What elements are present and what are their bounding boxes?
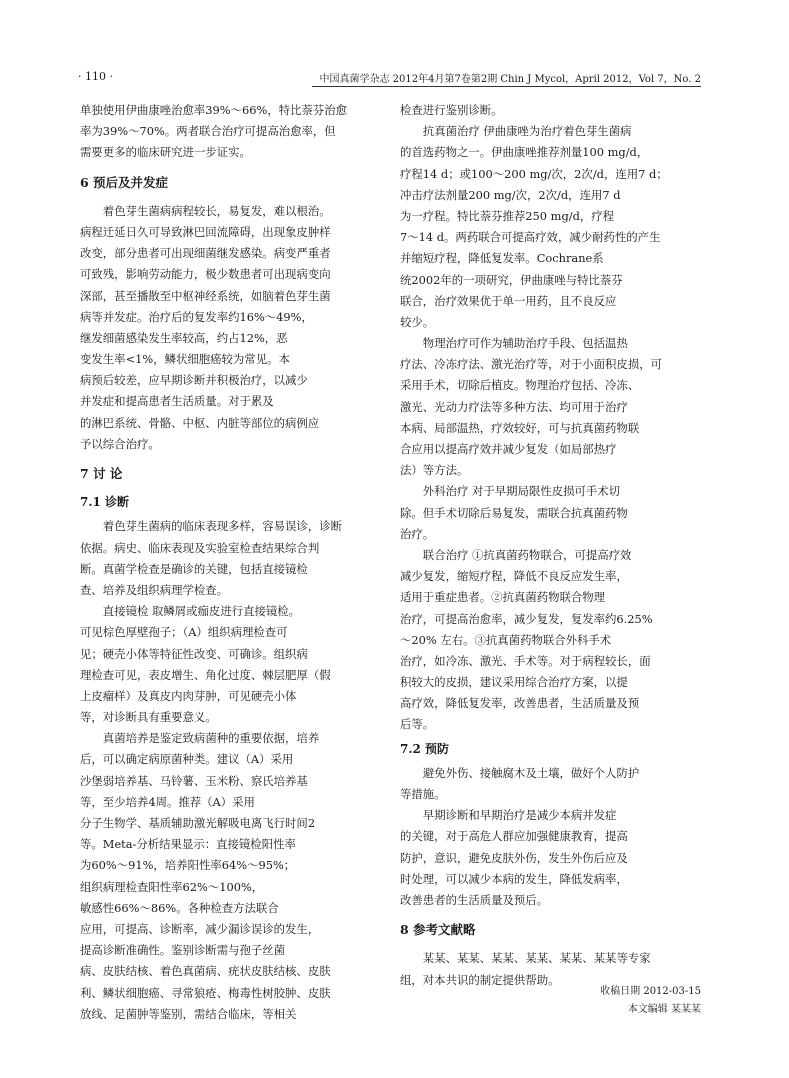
paragraph-line: 适用于重症患者。②抗真菌药物联合物理 (400, 590, 606, 605)
paragraph-line: 深部，甚至播散至中枢神经系统，如脑着色芽生菌 (80, 288, 331, 303)
paragraph-line: 后等。 (400, 717, 435, 732)
paragraph-line: 病等并发症。治疗后的复发率约16%～49%， (80, 309, 313, 324)
paragraph-line: 真菌培养是鉴定致病菌种的重要依据，培养 (102, 731, 320, 746)
paragraph-line: 激光、光动力疗法等多种方法、均可用于治疗 (400, 399, 628, 414)
paragraph-line: 沙堡弱培养基、马铃薯、玉米粉、察氏培养基 (80, 773, 308, 788)
paragraph-line: 改善患者的生活质量及预后。 (400, 892, 549, 907)
paragraph-line: 某某、某某、某某、某某、某某、某某等专家 (422, 951, 651, 966)
paragraph-line: ～20% 左右。③抗真菌药物联合外科手术 (400, 632, 612, 647)
paragraph-line: 疗程14 d；或100～200 mg/次，2次/d，连用7 d； (400, 166, 668, 181)
paragraph-line: 需要更多的临床研究进一步证实。 (80, 145, 251, 160)
paragraph-line: 物理治疗可作为辅助治疗手段、包括温热 (422, 336, 628, 351)
running-header: 中国真菌学杂志 2012年4月第7卷第2期 Chin J Mycol，April 2012，Vol 7，No. 2 (319, 74, 701, 85)
paragraph-line: 为60%～91%，培养阳性率64%～95%； (80, 858, 296, 873)
paragraph-line: 等，对诊断具有重要意义。 (80, 710, 217, 725)
paragraph-line: 分子生物学、基质辅助激光解吸电离飞行时间2 (80, 816, 316, 831)
paragraph-line: 利、鳞状细胞癌、寻常狼疮、梅毒性树胶肿、皮肤 (80, 985, 331, 1000)
paragraph-line: 变发生率<1%，鳞状细胞癌较为常见。本 (80, 352, 290, 367)
paragraph-line: 的淋巴系统、骨骼、中枢、内脏等部位的病例应 (80, 415, 320, 430)
paragraph-line: 见；硬壳小体等特征性改变、可确诊。组织病 (80, 646, 308, 661)
paragraph-line: 冲击疗法剂量200 mg/次，2次/d，连用7 d (400, 187, 621, 202)
paragraph-line: 较少。 (400, 314, 435, 329)
paragraph-line: 着色芽生菌病的临床表现多样，容易误诊，诊断 (102, 519, 343, 534)
paragraph-line: 为一疗程。特比萘芬推荐250 mg/d，疗程 (400, 208, 615, 223)
paragraph-line: 避免外伤、接触腐木及土壤，做好个人防护 (422, 765, 640, 780)
paragraph-line: 高疗效，降低复发率，改善患者，生活质量及预 (400, 696, 640, 711)
subsection-heading: 7.2 预防 (400, 741, 450, 756)
paragraph-line: 的首选药物之一。伊曲康唑推荐剂量100 mg/d， (400, 145, 649, 160)
left-column (80, 100, 376, 1025)
paragraph-line: 依据。病史、临床表现及实验室检查结果综合判 (80, 540, 320, 555)
paragraph-line: 等，至少培养4周。推荐（A）采用 (80, 794, 255, 809)
paragraph-line: 7～14 d。两药联合可提高疗效，减少耐药性的产生 (400, 230, 661, 245)
paragraph-line: 改变，部分患者可出现细菌继发感染。病变严重者 (80, 246, 331, 261)
editor-line: 本文编辑 某某某 (627, 1004, 701, 1015)
paragraph-line: 敏感性66%～86%。各种检查方法联合 (80, 900, 279, 915)
paragraph-line: 时处理，可以减少本病的发生，降低发病率， (400, 871, 628, 886)
section-heading: 6 预后及并发症 (80, 174, 169, 190)
paragraph-line: 率为39%～70%。两者联合治疗可提高治愈率，但 (80, 124, 336, 139)
paragraph-line: 上皮瘤样）及真皮内肉芽肿，可见硬壳小体 (80, 688, 297, 703)
paragraph-line: 可见棕色厚壁孢子；（A）组织病理检查可 (80, 625, 288, 640)
paragraph-line: 病预后较差，应早期诊断并积极治疗，以减少 (80, 373, 308, 388)
paragraph-line: 采用手术，切除后植皮。物理治疗包括、冷冻、 (400, 378, 640, 393)
section-heading: 8 参考文献略 (400, 922, 476, 938)
paragraph-line: 并缩短疗程，降低复发率。Cochrane系 (400, 251, 604, 266)
paragraph-line: 病程迁延日久可导致淋巴回流障碍，出现象皮肿样 (80, 224, 331, 239)
page-number: · 110 · (78, 70, 113, 83)
paragraph-line: 外科治疗 对于早期局限性皮损可手术切 (422, 484, 621, 499)
right-column (400, 100, 702, 991)
paragraph-line: 查、培养及组织病理学检查。 (80, 582, 229, 597)
received-date: 收稿日期 2012-03-15 (600, 986, 701, 997)
paragraph-line: 合应用以提高疗效并减少复发（如局部热疗 (400, 442, 617, 456)
paragraph-line: 减少复发，缩短疗程，降低不良反应发生率， (400, 569, 628, 584)
paragraph-line: 疗法、冷冻疗法、激光治疗等，对于小面积皮损，可 (400, 357, 662, 372)
paragraph-line: 的关键，对于高危人群应加强健康教育，提高 (400, 829, 628, 844)
paragraph-line: 除。但手术切除后易复发，需联合抗真菌药物 (400, 505, 628, 520)
paragraph-line: 防护，意识，避免皮肤外伤，发生外伤后应及 (400, 850, 628, 865)
paragraph-line: 并发症和提高患者生活质量。对于累及 (80, 394, 274, 409)
header-rule (312, 86, 701, 87)
paragraph-line: 检查进行鉴别诊断。 (400, 103, 503, 117)
paragraph-line: 单独使用伊曲康唑治愈率39%～66%，特比萘芬治愈 (80, 103, 348, 117)
paragraph-line: 断。真菌学检查是确诊的关键，包括直接镜检 (80, 561, 308, 576)
paragraph-line: 治疗，可提高治愈率，减少复发，复发率约6.25% (400, 611, 653, 626)
paragraph-line: 治疗。 (400, 526, 435, 541)
section-heading: 7 讨 论 (80, 466, 123, 482)
paragraph-line: 提高诊断准确性。鉴别诊断需与孢子丝菌 (80, 943, 286, 958)
paragraph-line: 着色芽生菌病病程较长，易复发，难以根治。 (102, 203, 331, 218)
paragraph-line: 应用，可提高、诊断率，减少漏诊误诊的发生， (80, 921, 320, 936)
paragraph-line: 本病、局部温热，疗效较好，可与抗真菌药物联 (400, 420, 640, 435)
paragraph-line: 予以综合治疗。 (80, 436, 160, 451)
paragraph-line: 组，对本共识的制定提供帮助。 (400, 972, 560, 987)
paragraph-line: 继发细菌感染发生率较高，约占12%，恶 (80, 330, 288, 345)
subsection-heading: 7.1 诊断 (80, 495, 130, 510)
paragraph-line: 法）等方法。 (400, 463, 469, 478)
paragraph-line: 后，可以确定病原菌种类。建议（A）采用 (80, 752, 294, 767)
paragraph-line: 统2002年的一项研究，伊曲康唑与特比萘芬 (400, 272, 623, 287)
paragraph-line: 组织病理检查阳性率62%～100%， (80, 879, 264, 894)
paragraph-line: 病、皮肤结核、着色真菌病、疣状皮肤结核、皮肤 (80, 964, 331, 979)
paragraph-line: 理检查可见，表皮增生、角化过度、棘层肥厚（假 (80, 667, 331, 682)
paragraph-line: 早期诊断和早期治疗是减少本病并发症 (422, 808, 617, 823)
paragraph-line: 直接镜检 取鳞屑或痂皮进行直接镜检。 (102, 604, 301, 619)
paragraph-line: 联合，治疗效果优于单一用药，且不良反应 (400, 293, 617, 308)
paragraph-line: 抗真菌治疗 伊曲康唑为治疗着色芽生菌病 (422, 124, 632, 139)
paragraph-line: 积较大的皮损，建议采用综合治疗方案，以提 (400, 675, 628, 690)
paragraph-line: 治疗，如冷冻、激光、手术等。对于病程较长，面 (400, 653, 651, 668)
paragraph-line: 放线、足菌肿等鉴别，需结合临床，等相关 (80, 1006, 297, 1021)
paragraph-line: 等。Meta-分析结果显示：直接镜检阳性率 (80, 837, 296, 852)
paragraph-line: 可致残，影响劳动能力，极少数患者可出现病变向 (80, 267, 331, 282)
paragraph-line: 等措施。 (400, 787, 446, 802)
paragraph-line: 联合治疗 ①抗真菌药物联合，可提高疗效 (422, 547, 632, 562)
